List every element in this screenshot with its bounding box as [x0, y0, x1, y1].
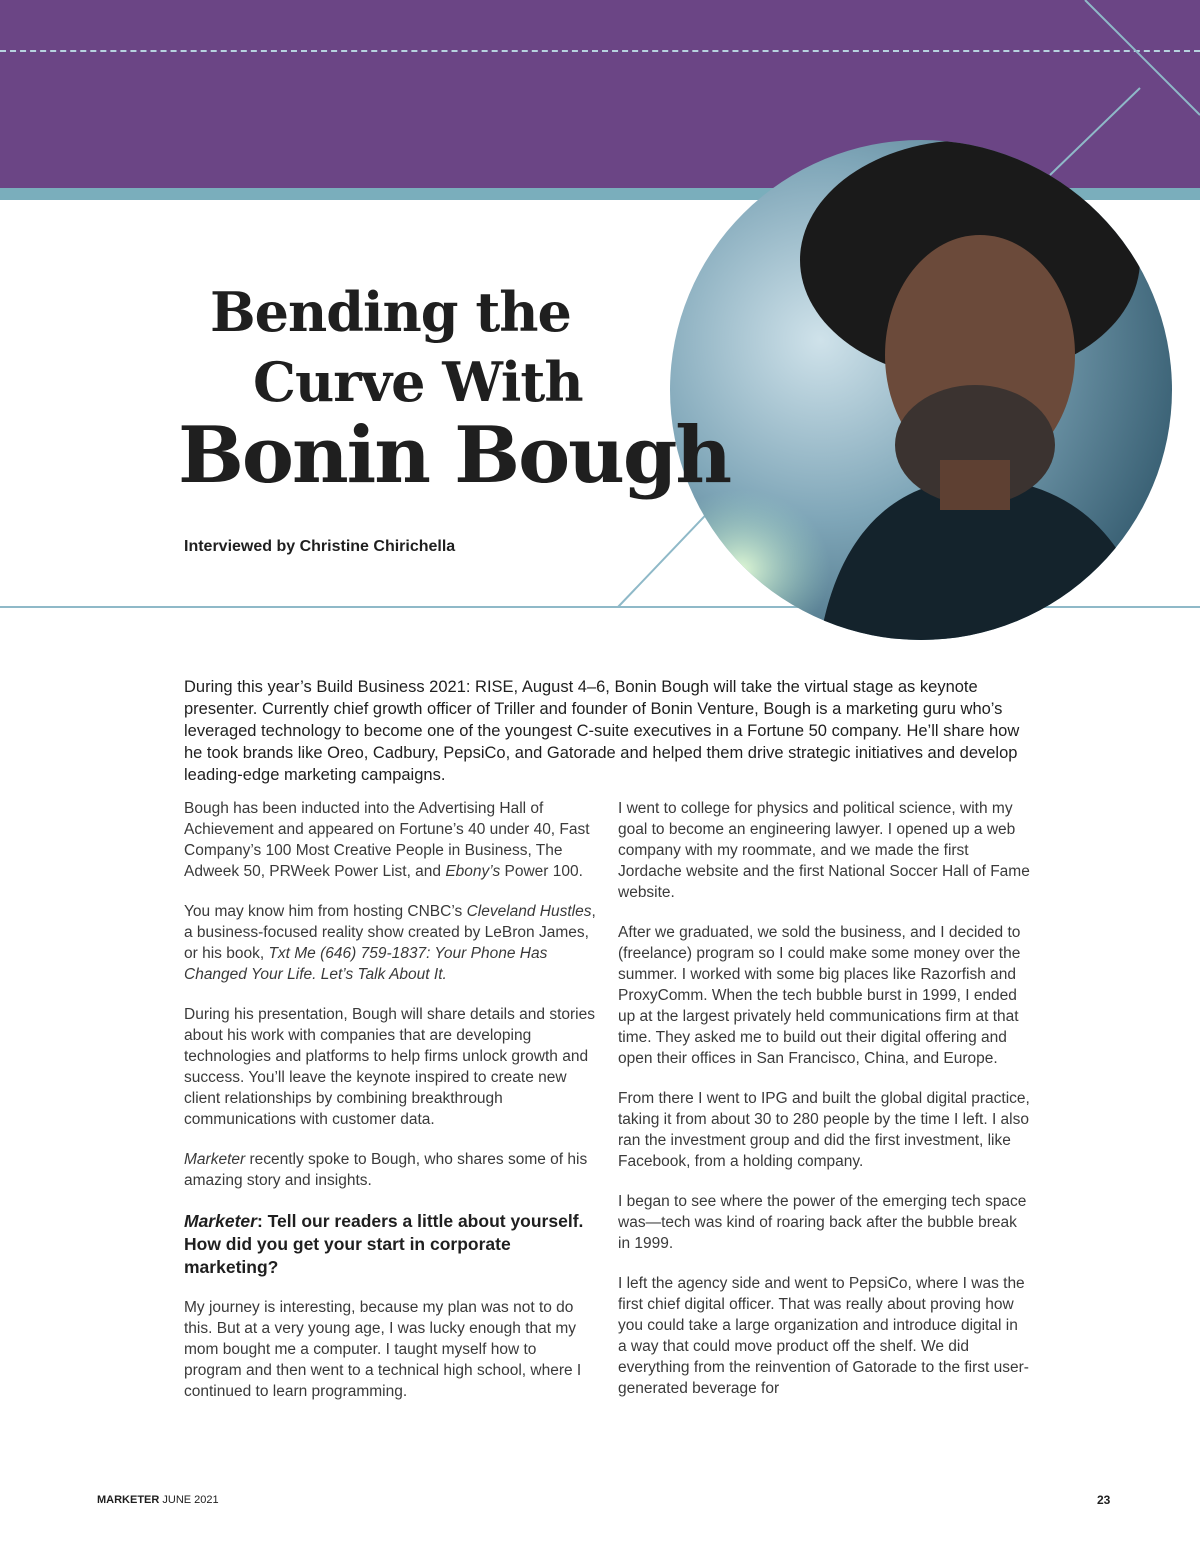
- right-paragraph-5: I left the agency side and went to PepsiCo, where I was the first chief digital officer. That was really about proving how you could take a large organization and introduce digital in a way that could move product off the shelf. We did everything from the reinvention of Gatorade to the first user-generated beverage for: [618, 1275, 1029, 1397]
- byline: Interviewed by Christine Chirichella: [184, 538, 456, 555]
- right-paragraph-1: I went to college for physics and political science, with my goal to become an engineering lawyer. I opened up a web company with my roommate, and we made the first Jordache website and the first National Soccer Hall of Fame website.: [618, 800, 1030, 901]
- right-paragraph-4: I began to see where the power of the emerging tech space was—tech was kind of roaring back after the bubble break in 1999.: [618, 1193, 1027, 1252]
- title-line-2: Curve With: [253, 350, 583, 414]
- page-number: 23: [1097, 1493, 1111, 1507]
- footer-publication: MARKETER JUNE 2021: [97, 1494, 219, 1506]
- right-paragraph-3: From there I went to IPG and built the global digital practice, taking it from about 30 to 280 people by the time I left. I also ran the investment group and did the first investment, like Facebook, from a holding company.: [618, 1090, 1030, 1170]
- portrait-photo: [670, 140, 1172, 640]
- left-paragraph-4: Marketer recently spoke to Bough, who shares some of his amazing story and insights.: [184, 1151, 588, 1189]
- right-column: [618, 798, 1030, 1418]
- interview-question-1: Marketer: Tell our readers a little about yourself. How did you get your start in corporate marketing?: [184, 1211, 584, 1277]
- intro-paragraph: During this year’s Build Business 2021: RISE, August 4–6, Bonin Bough will take the virtual stage as keynote presenter. Currently chief growth officer of Triller and founder of Bonin Venture, Bough is a marketing guru who’s leveraged technology to become one of the youngest C-suite executives in a Fortune 50 company. He’ll share how he took brands like Oreo, Cadbury, PepsiCo, and Gatorade and helped them drive strategic initiatives and develop leading-edge marketing campaigns.: [184, 678, 1020, 784]
- left-paragraph-1: Bough has been inducted into the Advertising Hall of Achievement and appeared on Fortune’s 40 under 40, Fast Company’s 100 Most Creative People in Business, The Adweek 50, PRWeek Power List, and Ebony’s Power 100.: [184, 800, 590, 880]
- left-column: [184, 798, 596, 1421]
- left-paragraph-2: You may know him from hosting CNBC’s Cleveland Hustles, a business-focused reality show created by LeBron James, or his book, Txt Me (646) 759-1837: Your Phone Has Changed Your Life. Let’s Talk About It.: [184, 903, 596, 983]
- left-paragraph-5: My journey is interesting, because my plan was not to do this. But at a very young age, I was lucky enough that my mom bought me a computer. I taught myself how to program and then went to a technical high school, where I continued to learn programming.: [184, 1299, 582, 1400]
- left-paragraph-3: During his presentation, Bough will share details and stories about his work with companies that are developing technologies and platforms to help firms unlock growth and success. You’ll leave the keynote inspired to create new client relationships by combining breakthrough communications with customer data.: [184, 1006, 595, 1128]
- title-line-1: Bending the: [210, 280, 571, 344]
- right-paragraph-2: After we graduated, we sold the business, and I decided to (freelance) program so I could make some money over the summer. I worked with some big places like Razorfish and ProxyComm. When the tech bubble burst in 1999, I ended up at the largest privately held communications firm at that time. They asked me to build out their digital offering and open their offices in San Francisco, China, and Europe.: [618, 924, 1021, 1067]
- title-line-3: Bonin Bough: [178, 410, 731, 501]
